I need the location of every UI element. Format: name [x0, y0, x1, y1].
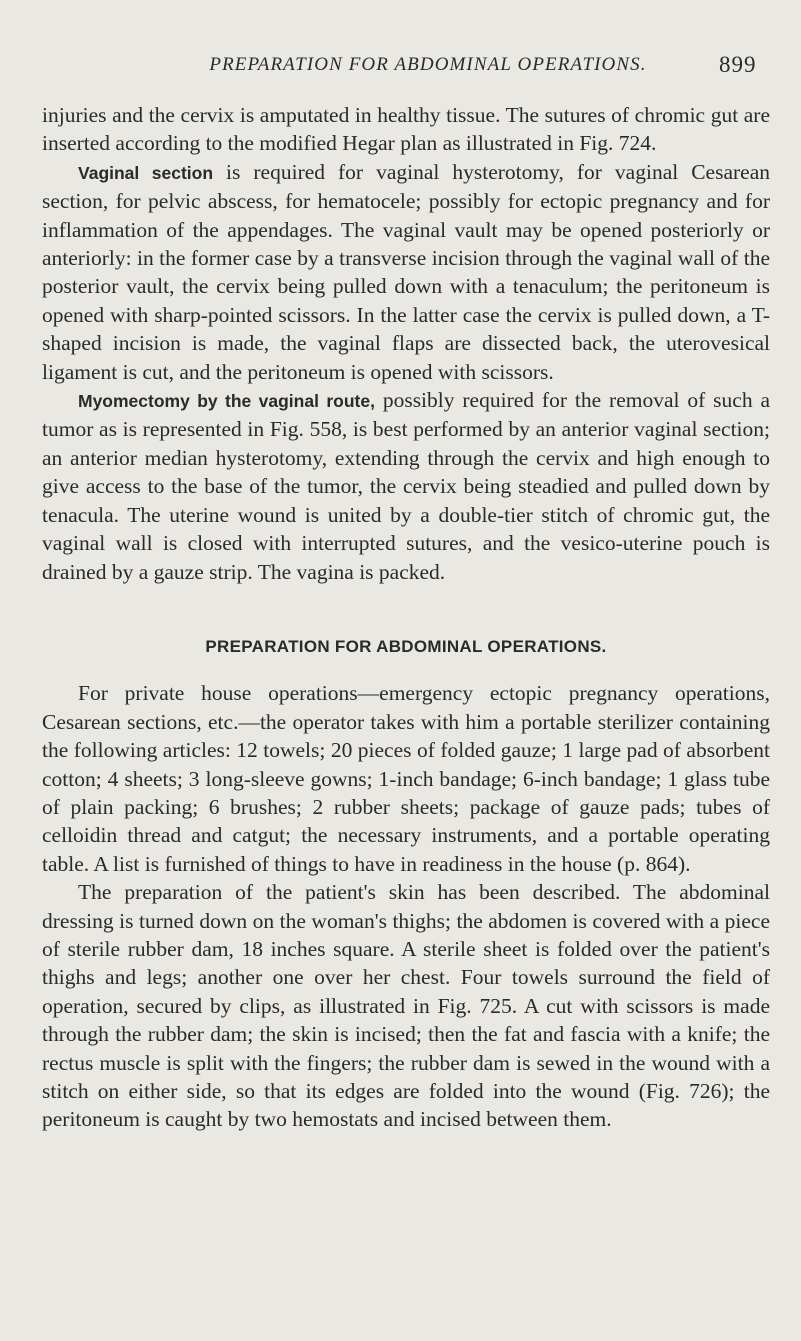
body-text — [42, 101, 770, 1134]
paragraph-text: is required for vaginal hysterotomy, for vaginal Cesarean section, for pelvic abscess, for hematocele; possibly for ectopic pregnancy and for inflammation of the appendages. The vaginal vault may be opened posteriorly or anteriorly: in the former case by a transverse incision through the vaginal wall of the posterior vault, the cervix being pulled down with a tenaculum; the peritoneum is opened with sharp-pointed scissors. In the latter case the cervix is pulled down, a T-shaped incision is made, the vaginal flaps are dissected back, the uterovesical ligament is cut, and the peritoneum is opened with scissors. — [42, 159, 771, 384]
section-heading: PREPARATION FOR ABDOMINAL OPERATIONS. — [205, 636, 607, 656]
paragraph-1: injuries and the cervix is amputated in healthy tissue. The sutures of chromic gut are inserted according to the modified Hegar plan as illustrated in Fig. 724. — [42, 103, 770, 156]
page-number: 899 — [719, 52, 757, 77]
runin-heading-vaginal-section: Vaginal section — [78, 162, 214, 183]
paragraph-private-house: For private house operations—emergency ectopic pregnancy operations, Cesarean sections, etc.—the operator takes with him a portable sterilizer containing the following articles: 12 towels; 20 pieces of folded gauze; 1 large pad of absorbent cotton; 4 sheets; 3 long-sleeve gowns; 1-inch bandage; 6-inch bandage; 1 glass tube of plain packing; 6 brushes; 2 rubber sheets; package of gauze pads; tubes of celloidin thread and catgut; the necessary instruments, and a portable operating table. A list is furnished of things to have in readiness in the house (p. 864). — [42, 681, 770, 876]
paragraph-text: possibly required for the removal of such a tumor as is represented in Fig. 558, is best performed by an anterior vaginal section; an anterior median hysterotomy, extending through the cervix and high enough to give access to the base of the tumor, the cervix being steadied and pulled down by tenacula. The uterine wound is united by a double-tier stitch of chromic gut, the vaginal wall is closed with interrupted sutures, and the vesico-uterine pouch is drained by a gauze strip. The vagina is packed. — [42, 388, 771, 584]
paragraph-patient-preparation: The preparation of the patient's skin has been described. The abdominal dressing is turned down on the woman's thighs; the abdomen is covered with a piece of sterile rubber dam, 18 inches square. A sterile sheet is folded over the patient's thighs and legs; another one over her chest. Four towels surround the field of operation, secured by clips, as illustrated in Fig. 725. A cut with scissors is made through the rubber dam; the skin is incised; then the fat and fascia with a knife; the rectus muscle is split with the fingers; the rubber dam is sewed in the wound with a stitch on either side, so that its edges are folded into the wound (Fig. 726); the peritoneum is caught by two hemostats and incised between them. — [42, 880, 770, 1132]
running-head: PREPARATION FOR ABDOMINAL OPERATIONS. — [209, 54, 647, 75]
paragraph-vaginal-section — [42, 158, 770, 386]
paragraph-myomectomy — [42, 386, 770, 586]
runin-heading-myomectomy: Myomectomy by the vaginal route, — [78, 391, 375, 412]
